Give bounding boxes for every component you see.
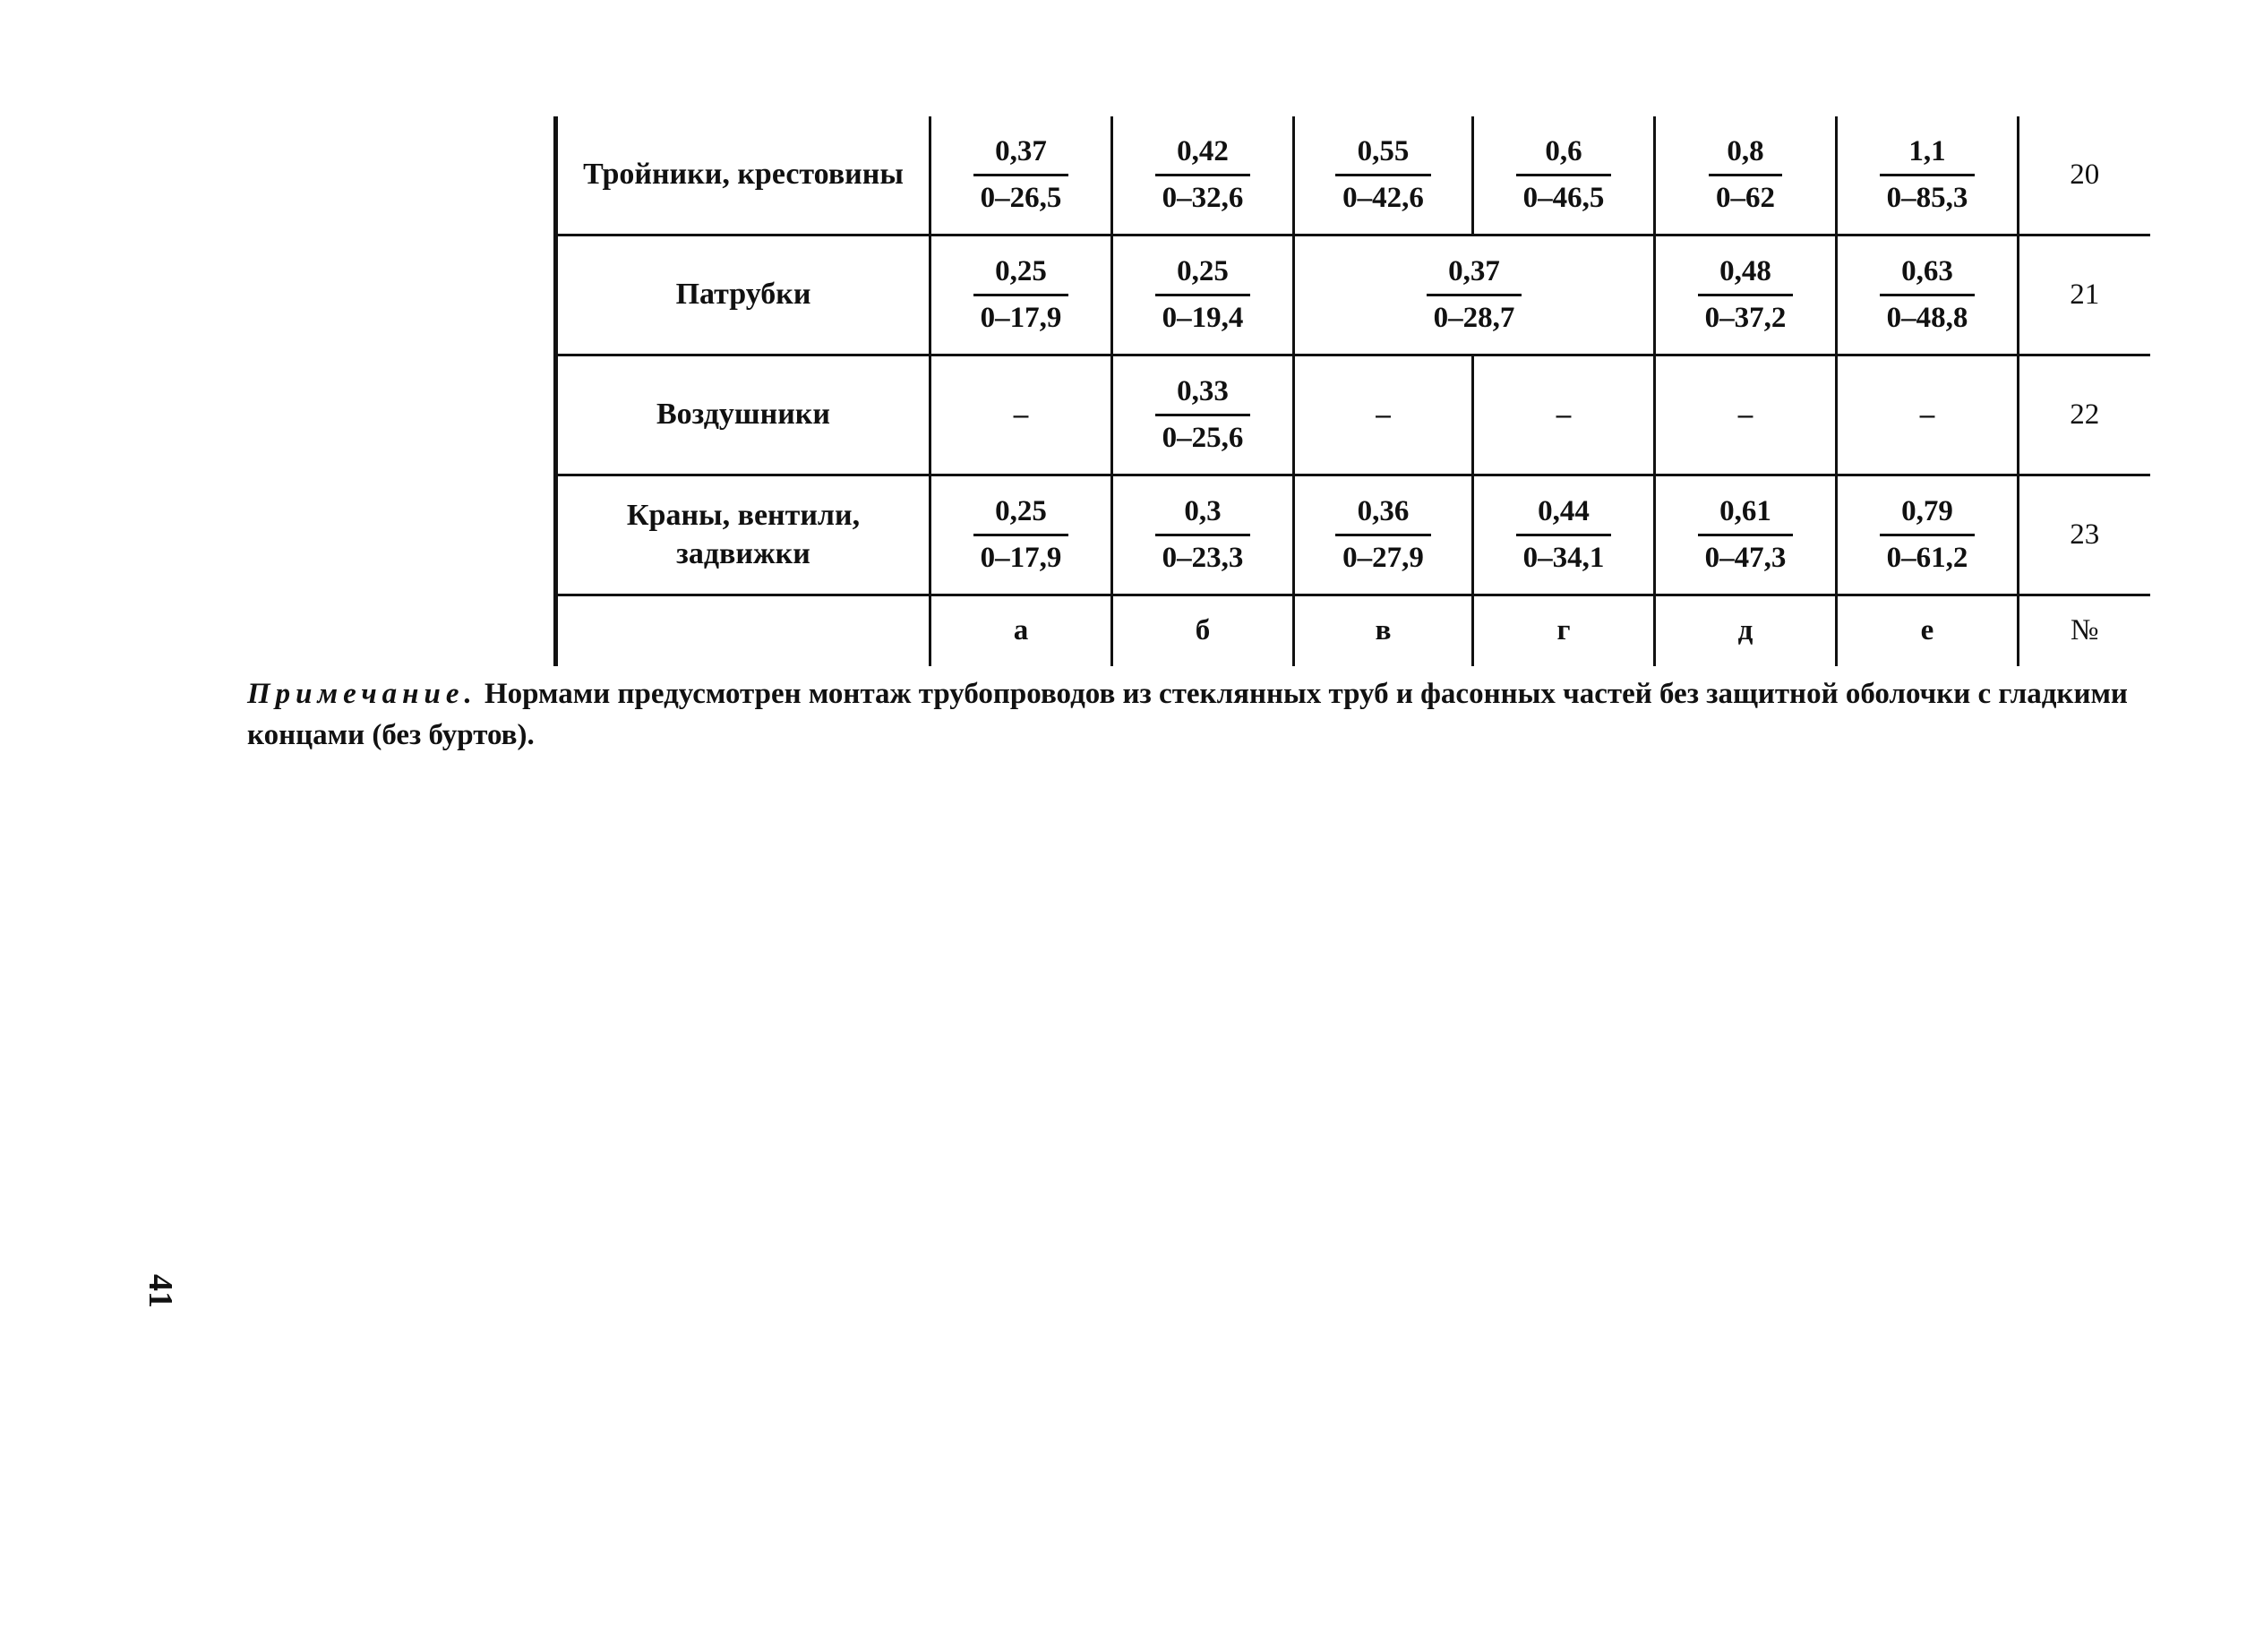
denominator: 0–17,9 [980,542,1062,574]
value-cell [1837,116,2019,235]
dash-cell: – [1837,355,2019,475]
denominator: 0–28,7 [1433,302,1515,334]
value-cell [1655,116,1837,235]
denominator: 0–61,2 [1886,542,1968,574]
row-number: 21 [2019,235,2150,355]
value-cell [1294,475,1473,595]
fraction [1155,133,1251,218]
fraction [1427,253,1522,338]
note-text: Нормами предусмотрен монтаж трубопроводов из стеклянных труб и фасонных частей без защитной оболочки с гладкими концами (без буртов). [247,678,2128,752]
row-name: Тройники, крестовины [556,116,930,235]
value-cell [930,235,1112,355]
column-letter: г [1473,595,1655,667]
fraction [1698,493,1794,578]
value-cell [1655,475,1837,595]
fraction [1880,133,1976,218]
row-number: 23 [2019,475,2150,595]
numerator: 0,36 [1335,493,1431,536]
value-cell [1837,235,2019,355]
table-row [556,475,2150,595]
value-cell [1294,116,1473,235]
denominator: 0–17,9 [980,302,1062,334]
dash-cell: – [930,355,1112,475]
denominator: 0–46,5 [1522,182,1605,214]
denominator: 0–32,6 [1162,182,1244,214]
fraction [973,493,1069,578]
table-row [556,355,2150,475]
note-lead: Примечание. [247,678,477,710]
numerator: 0,25 [1155,253,1251,296]
numerator: 0,55 [1335,133,1431,176]
numerator: 0,6 [1516,133,1612,176]
value-cell [1473,475,1655,595]
numerator: 0,8 [1709,133,1782,176]
numerator: 0,79 [1880,493,1976,536]
numerator: 0,63 [1880,253,1976,296]
fraction [973,253,1069,338]
column-letter: д [1655,595,1837,667]
row-name: Патрубки [556,235,930,355]
fraction [973,133,1069,218]
denominator: 0–37,2 [1704,302,1787,334]
column-letters-row [556,595,2150,667]
denominator: 0–19,4 [1162,302,1244,334]
fraction [1155,373,1251,458]
column-letter: е [1837,595,2019,667]
fraction [1155,493,1251,578]
column-letter: а [930,595,1112,667]
numerator: 0,48 [1698,253,1794,296]
column-letter: б [1112,595,1294,667]
empty-cell [556,595,930,667]
value-cell [930,116,1112,235]
denominator: 0–34,1 [1522,542,1605,574]
fraction [1516,133,1612,218]
column-letter: в [1294,595,1473,667]
dash-cell: – [1655,355,1837,475]
value-cell [1112,116,1294,235]
numerator: 0,61 [1698,493,1794,536]
numerator: 0,44 [1516,493,1612,536]
denominator: 0–42,6 [1342,182,1424,214]
denominator: 0–47,3 [1704,542,1787,574]
value-cell [1655,235,1837,355]
table-row [556,116,2150,235]
row-number: 20 [2019,116,2150,235]
dash-cell: – [1473,355,1655,475]
row-number: 22 [2019,355,2150,475]
row-name: Воздушники [556,355,930,475]
fraction [1709,133,1782,218]
row-name: Краны, вентили, задвижки [556,475,930,595]
fraction [1155,253,1251,338]
fraction [1516,493,1612,578]
denominator: 0–23,3 [1162,542,1244,574]
table-row [556,235,2150,355]
dash-cell: – [1294,355,1473,475]
denominator: 0–48,8 [1886,302,1968,334]
numerator: 0,42 [1155,133,1251,176]
numerator: 0,25 [973,493,1069,536]
numerator: 0,37 [973,133,1069,176]
denominator: 0–25,6 [1162,422,1244,454]
value-cell-merged [1294,235,1655,355]
value-cell [1112,235,1294,355]
page-number: 41 [141,1274,179,1308]
numerator: 0,3 [1155,493,1251,536]
value-cell [930,475,1112,595]
note-paragraph [247,673,2146,756]
denominator: 0–62 [1716,182,1775,214]
value-cell [1112,355,1294,475]
denominator: 0–85,3 [1886,182,1968,214]
denominator: 0–27,9 [1342,542,1424,574]
denominator: 0–26,5 [980,182,1062,214]
numerator: 1,1 [1880,133,1976,176]
norms-table [553,116,2150,666]
number-header: № [2019,595,2150,667]
value-cell [1837,475,2019,595]
fraction [1880,493,1976,578]
fraction [1698,253,1794,338]
numerator: 0,25 [973,253,1069,296]
value-cell [1112,475,1294,595]
fraction [1335,133,1431,218]
numerator: 0,37 [1427,253,1522,296]
fraction [1880,253,1976,338]
fraction [1335,493,1431,578]
numerator: 0,33 [1155,373,1251,416]
value-cell [1473,116,1655,235]
